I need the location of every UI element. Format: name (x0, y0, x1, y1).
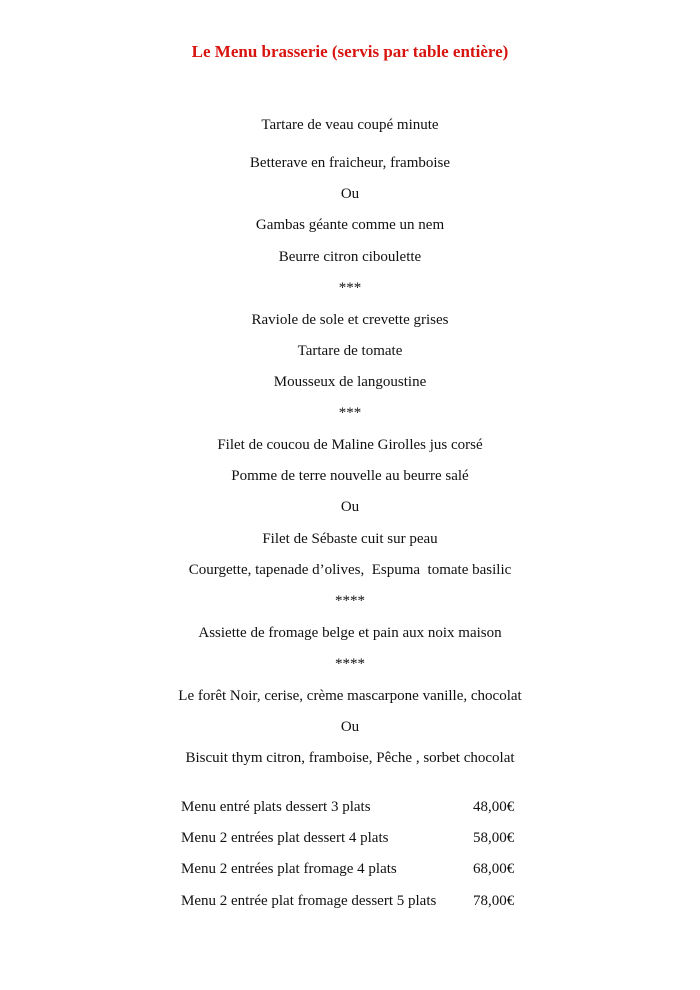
course-line: Biscuit thym citron, framboise, Pêche , sorbet chocolat (185, 750, 515, 766)
course-line: Tartare de tomate (297, 343, 403, 359)
course-separator-ou: Ou (340, 186, 360, 202)
course-line: Gambas géante comme un nem (255, 217, 445, 233)
course-line: Beurre citron ciboulette (278, 249, 422, 265)
price-value: 58,00€ (473, 830, 515, 846)
course-line: Filet de coucou de Maline Girolles jus corsé (217, 437, 483, 453)
course-line: Pomme de terre nouvelle au beurre salé (231, 468, 469, 484)
course-separator-ou: Ou (340, 499, 360, 515)
course-line: Le forêt Noir, cerise, crème mascarpone vanille, chocolat (178, 688, 522, 704)
course-line: Raviole de sole et crevette grises (251, 312, 449, 328)
course-line: Assiette de fromage belge et pain aux noix maison (198, 625, 502, 641)
price-label: Menu 2 entrée plat fromage dessert 5 plats (181, 893, 437, 909)
course-separator-stars: *** (338, 405, 362, 421)
course-line: Tartare de veau coupé minute (261, 117, 439, 133)
price-value: 68,00€ (473, 861, 515, 877)
course-line: Betterave en fraicheur, framboise (249, 155, 451, 171)
course-separator-stars: **** (335, 593, 365, 609)
price-label: Menu 2 entrées plat dessert 4 plats (181, 830, 389, 846)
price-label: Menu 2 entrées plat fromage 4 plats (181, 861, 397, 877)
course-separator-ou: Ou (340, 719, 360, 735)
price-value: 78,00€ (473, 893, 515, 909)
course-line: Filet de Sébaste cuit sur peau (262, 531, 438, 547)
course-line: Mousseux de langoustine (273, 374, 427, 390)
menu-title: Le Menu brasserie (servis par table entière) (191, 42, 509, 61)
course-line: Courgette, tapenade d’olives, Espuma tomate basilic (188, 562, 512, 578)
price-value: 48,00€ (473, 799, 515, 815)
price-label: Menu entré plats dessert 3 plats (181, 799, 371, 815)
course-separator-stars: **** (335, 656, 365, 672)
course-separator-stars: *** (338, 280, 362, 296)
